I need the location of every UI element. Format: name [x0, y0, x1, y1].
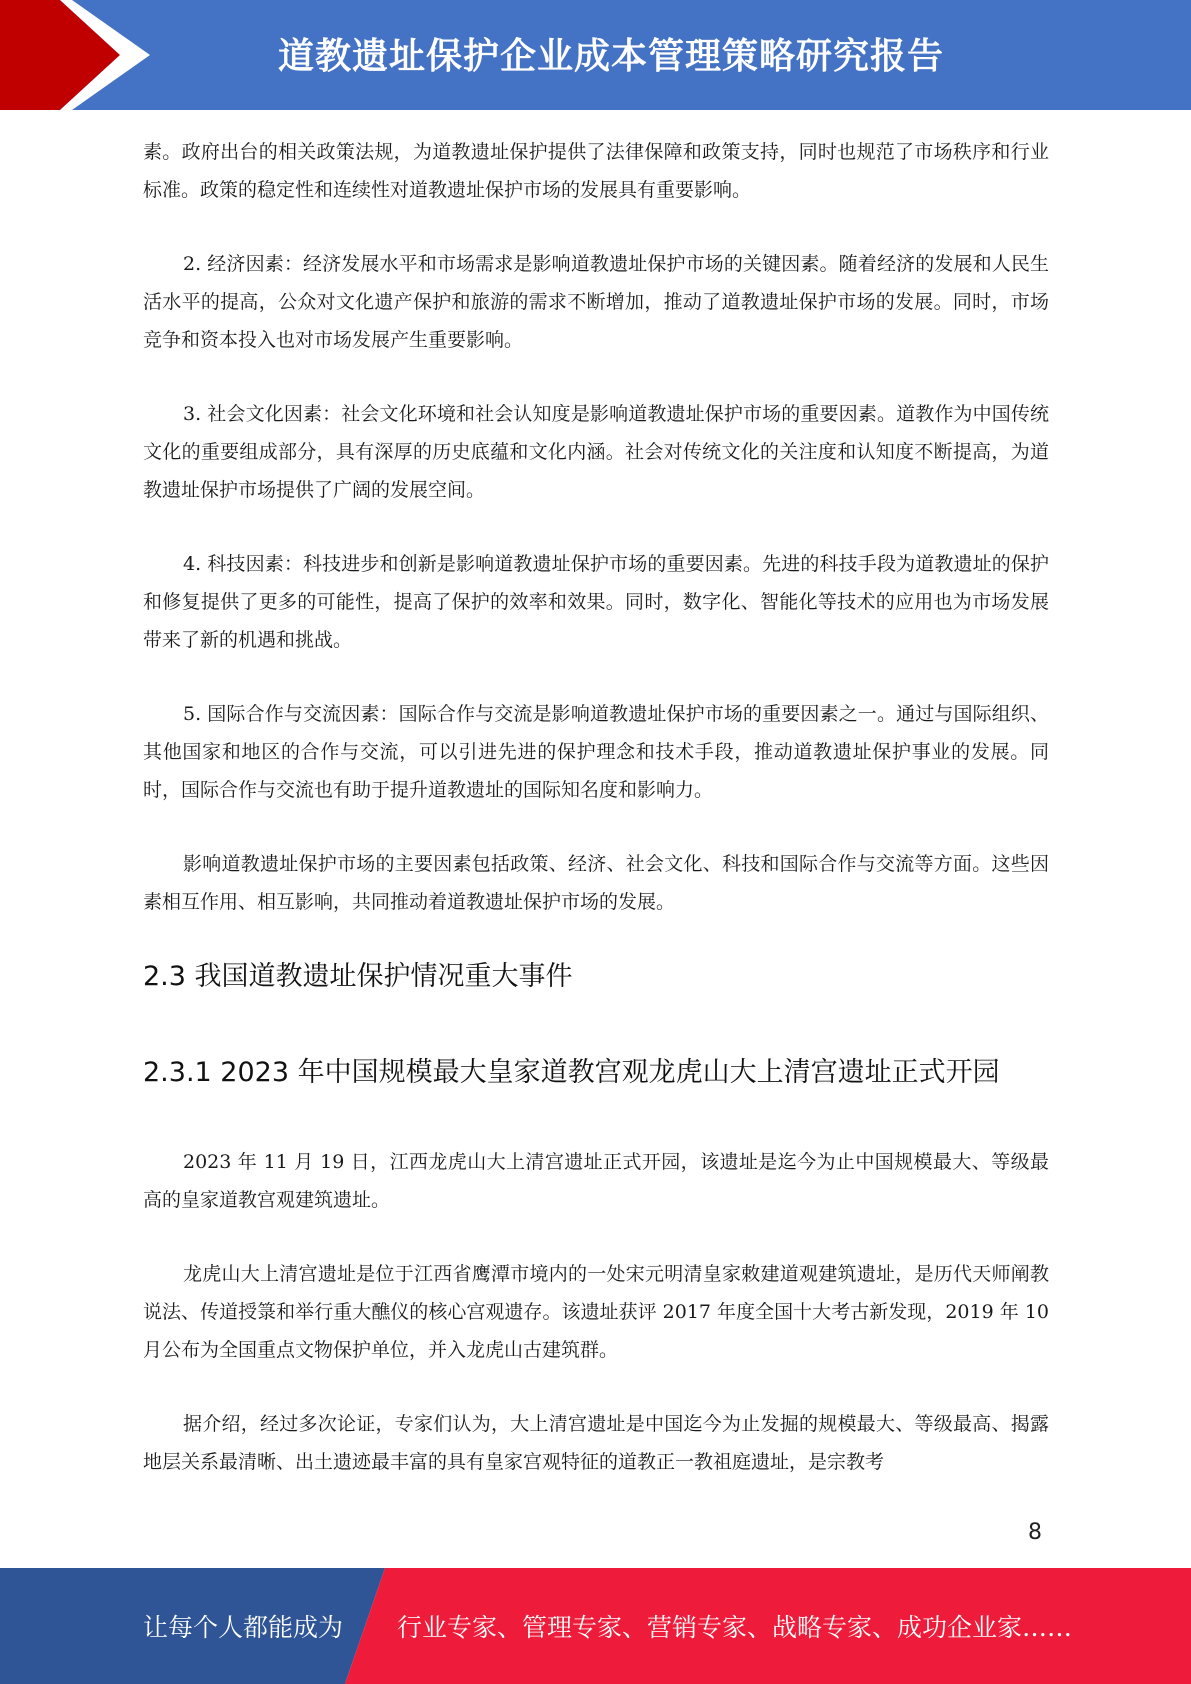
paragraph-summary: 影响道教遗址保护市场的主要因素包括政策、经济、社会文化、科技和国际合作与交流等方面。这些因素相互作用、相互影响，共同推动着道教遗址保护市场的发展。	[143, 853, 1049, 913]
paragraph-international-factors: 5. 国际合作与交流因素：国际合作与交流是影响道教遗址保护市场的重要因素之一。通过与国际组织、其他国家和地区的合作与交流，可以引进先进的保护理念和技术手段，推动道教遗址保护事业的发展。同时，国际合作与交流也有助于提升道教遗址的国际知名度和影响力。	[143, 703, 1049, 801]
subsection-heading: 2.3.1 2023 年中国规模最大皇家道教宫观龙虎山大上清宫遗址正式开园	[143, 1057, 1000, 1088]
paragraph-expert-opinion: 据介绍，经过多次论证，专家们认为，大上清宫遗址是中国迄今为止发掘的规模最大、等级最高、揭露地层关系最清晰、出土遗迹最丰富的具有皇家宫观特征的道教正一教祖庭遗址，是宗教考	[143, 1413, 1049, 1473]
page-number: 8	[1028, 1520, 1042, 1545]
report-title: 道教遗址保护企业成本管理策略研究报告	[278, 36, 945, 77]
paragraph-technology-factors: 4. 科技因素：科技进步和创新是影响道教遗址保护市场的重要因素。先进的科技手段为道教遗址的保护和修复提供了更多的可能性，提高了保护的效率和效果。同时，数字化、智能化等技术的应用也为市场发展带来了新的机遇和挑战。	[143, 553, 1049, 651]
footer-slogan-right: 行业专家、管理专家、营销专家、战略专家、成功企业家……	[397, 1613, 1073, 1642]
page-header	[0, 0, 1191, 110]
paragraph-policy-continued: 素。政府出台的相关政策法规，为道教遗址保护提供了法律保障和政策支持，同时也规范了市场秩序和行业标准。政策的稳定性和连续性对道教遗址保护市场的发展具有重要影响。	[143, 141, 1049, 201]
paragraph-economic-factors: 2. 经济因素：经济发展水平和市场需求是影响道教遗址保护市场的关键因素。随着经济的发展和人民生活水平的提高，公众对文化遗产保护和旅游的需求不断增加，推动了道教遗址保护市场的发展。同时，市场竞争和资本投入也对市场发展产生重要影响。	[143, 253, 1049, 351]
page-footer	[0, 1568, 1191, 1684]
paragraph-social-cultural-factors: 3. 社会文化因素：社会文化环境和社会认知度是影响道教遗址保护市场的重要因素。道教作为中国传统文化的重要组成部分，具有深厚的历史底蕴和文化内涵。社会对传统文化的关注度和认知度不断提高，为道教遗址保护市场提供了广阔的发展空间。	[143, 403, 1049, 501]
footer-slogan-left: 让每个人都能成为	[143, 1613, 344, 1642]
section-heading: 2.3 我国道教遗址保护情况重大事件	[143, 961, 573, 992]
paragraph-site-description: 龙虎山大上清宫遗址是位于江西省鹰潭市境内的一处宋元明清皇家敕建道观建筑遗址，是历代天师阐教说法、传道授箓和举行重大醮仪的核心宫观遗存。该遗址获评 2017 年度全国十大考古新发现，2019 年 10 月公布为全国重点文物保护单位，并入龙虎山古建筑群。	[143, 1263, 1049, 1361]
red-chevron-icon	[0, 0, 160, 110]
paragraph-opening-date: 2023 年 11 月 19 日，江西龙虎山大上清宫遗址正式开园，该遗址是迄今为止中国规模最大、等级最高的皇家道教宫观建筑遗址。	[143, 1151, 1049, 1211]
page-body	[143, 133, 1049, 1517]
